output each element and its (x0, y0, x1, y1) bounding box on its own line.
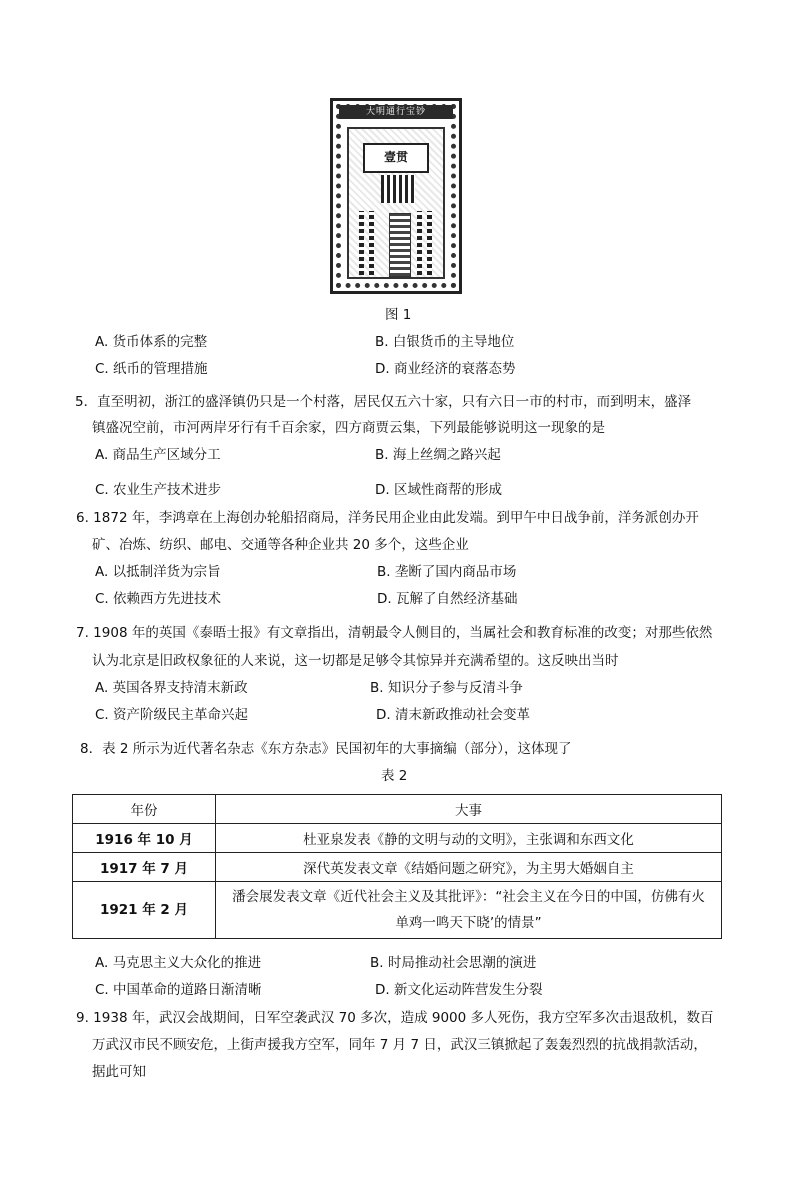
table-cell-event-line2: 单鸡一鸣天下晓’的情景” (395, 915, 542, 931)
q9-stem-line2: 万武汉市民不顾安危，上街声援我方空军，同年 7 月 7 日，武汉三镇掀起了轰轰烈烈的抗战捐款活动， (92, 1037, 707, 1053)
q8-option-a: A. 马克思主义大众化的推进 (95, 955, 262, 971)
q6-option-c: C. 依赖西方先进技术 (95, 591, 222, 607)
table-row (73, 824, 722, 853)
banknote-seal (389, 213, 411, 277)
banknote-text-column (359, 211, 364, 275)
table-cell-event (216, 882, 722, 939)
table-row (73, 853, 722, 882)
table-cell-event: 深代英发表文章《结婚问题之研究》，为主男大婚姻自主 (216, 853, 722, 882)
q7-option-a: A. 英国各界支持清末新政 (95, 680, 248, 696)
table-row (73, 882, 722, 939)
q6-option-b: B. 垄断了国内商品市场 (377, 564, 517, 580)
table-caption: 表 2 (381, 768, 408, 784)
table-header-event: 大事 (216, 795, 722, 824)
q7-option-d: D. 清末新政推动社会变革 (376, 707, 530, 723)
q8-option-d: D. 新文化运动阵营发生分裂 (375, 982, 543, 998)
q5-option-a: A. 商品生产区域分工 (95, 447, 221, 463)
q9-stem-line3: 据此可知 (92, 1064, 146, 1080)
q7-stem-line1: 7. 1908 年的英国《泰晤士报》有文章指出，清朝最令人侧目的，当属社会和教育标准的改变；对那些依然 (76, 625, 713, 641)
table-header-year: 年份 (73, 795, 216, 824)
q6-stem-line1: 6. 1872 年，李鸿章在上海创办轮船招商局，洋务民用企业由此发端。到甲午中日战争前，洋务派创办开 (76, 510, 699, 526)
q5-stem-line2: 镇盛况空前，市河两岸牙行有千百余家，四方商贾云集，下列最能够说明这一现象的是 (92, 420, 605, 436)
banknote-denomination-panel: 壹贯 (363, 143, 429, 173)
q6-stem-line2: 矿、冶炼、纺织、邮电、交通等各种企业共 20 多个，这些企业 (92, 537, 469, 553)
q7-stem-line2: 认为北京是旧政权象征的人来说，这一切都是足够令其惊异并充满希望的。这反映出当时 (92, 653, 619, 669)
table-cell-event-line1: 潘会展发表文章《近代社会主义及其批评》：“社会主义在今日的中国，仿佛有火 (232, 889, 705, 905)
banknote-title-strip: 大明通行宝钞 (339, 105, 453, 119)
q6-option-d: D. 瓦解了自然经济基础 (377, 591, 518, 607)
q6-option-a: A. 以抵制洋货为宗旨 (95, 564, 221, 580)
banknote-text-column (369, 211, 374, 275)
banknote-text-column (417, 211, 422, 275)
q7-option-b: B. 知识分子参与反清斗争 (370, 680, 523, 696)
table-cell-year: 1917 年 7 月 (73, 853, 216, 882)
q9-stem-line1: 9. 1938 年，武汉会战期间，日军空袭武汉 70 多次，造成 9000 多人死伤，我方空军多次击退敌机，数百 (76, 1010, 714, 1026)
q5-stem-line1: 5．直至明初，浙江的盛泽镇仍只是一个村落，居民仅五六十家，只有六日一市的村市，而到明末，盛泽 (75, 394, 692, 410)
q8-stem: 8．表 2 所示为近代著名杂志《东方杂志》民国初年的大事摘编（部分），这体现了 (80, 741, 572, 757)
q5-option-b: B. 海上丝绸之路兴起 (375, 447, 501, 463)
table-cell-year: 1916 年 10 月 (73, 824, 216, 853)
q4-option-c: C. 纸币的管理措施 (95, 361, 208, 377)
table-cell-event: 杜亚泉发表《静的文明与动的文明》，主张调和东西文化 (216, 824, 722, 853)
banknote-coin-strings (381, 175, 415, 203)
q5-option-d: D. 区域性商帮的形成 (375, 482, 502, 498)
banknote-figure (330, 98, 462, 294)
figure-caption: 图 1 (385, 307, 412, 323)
table-header-row (73, 795, 722, 824)
banknote-inner-frame (347, 127, 445, 279)
q8-option-b: B. 时局推动社会思潮的演进 (370, 955, 537, 971)
q4-option-a: A. 货币体系的完整 (95, 334, 208, 350)
banknote-text-column (427, 211, 432, 275)
table-cell-year: 1921 年 2 月 (73, 882, 216, 939)
q4-option-d: D. 商业经济的衰落态势 (375, 361, 516, 377)
q7-option-c: C. 资产阶级民主革命兴起 (95, 707, 249, 723)
events-table (72, 794, 722, 939)
q4-option-b: B. 白银货币的主导地位 (375, 334, 515, 350)
q8-option-c: C. 中国革命的道路日渐清晰 (95, 982, 262, 998)
q5-option-c: C. 农业生产技术进步 (95, 482, 222, 498)
